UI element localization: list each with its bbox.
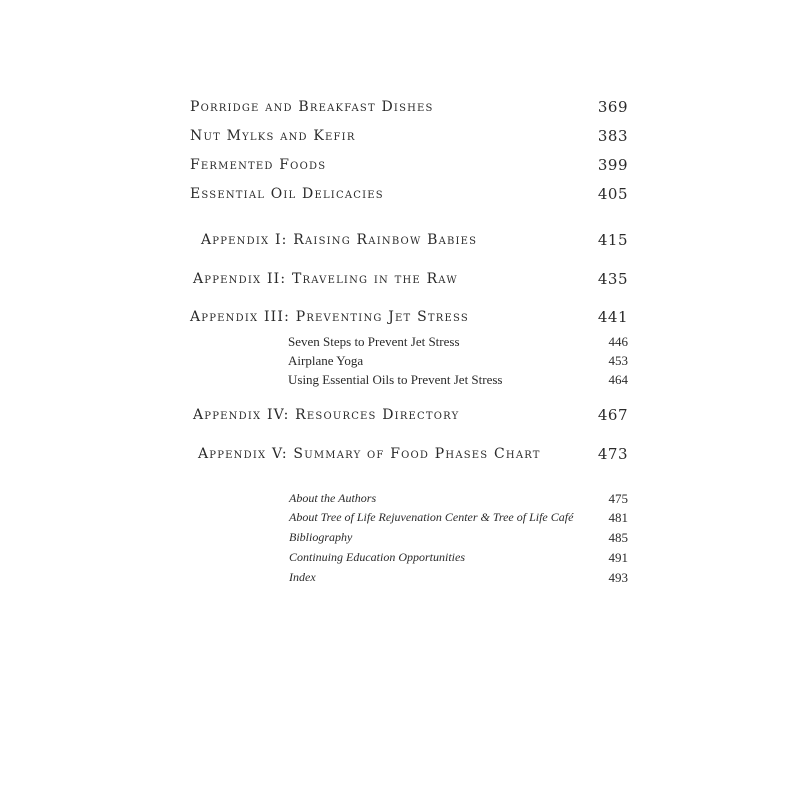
appendix-title: Appendix IV: Resources Directory: [193, 407, 460, 423]
backmatter-title: About Tree of Life Rejuvenation Center & Tree of Life Café: [289, 510, 574, 524]
toc-entry: [0, 96, 800, 120]
appendix-title: Appendix III: Preventing Jet Stress: [190, 309, 469, 325]
entry-title: Nut Mylks and Kefir: [190, 128, 356, 144]
toc-appendix-entry: [0, 404, 800, 428]
backmatter-title: Bibliography: [289, 530, 353, 544]
appendix-page: 435: [597, 270, 628, 288]
backmatter-page: 485: [608, 530, 628, 545]
toc-backmatter-entry: [0, 566, 800, 590]
backmatter-title: About the Authors: [289, 491, 377, 505]
entry-page: 405: [597, 185, 628, 203]
appendix-title: Appendix V: Summary of Food Phases Chart: [198, 446, 541, 462]
appendix-title: Appendix I: Raising Rainbow Babies: [201, 232, 478, 248]
appendix-page: 467: [597, 406, 628, 424]
backmatter-page: 493: [608, 570, 628, 585]
backmatter-page: 481: [608, 510, 628, 525]
subentry-title: Airplane Yoga: [288, 353, 364, 368]
toc-appendix-entry: [0, 443, 800, 467]
entry-title: Porridge and Breakfast Dishes: [190, 99, 434, 115]
toc-appendix-entry: [0, 306, 800, 330]
subentry-page: 453: [608, 353, 628, 368]
appendix-page: 415: [597, 231, 628, 249]
toc-entry: [0, 125, 800, 149]
subentry-title: Using Essential Oils to Prevent Jet Stress: [288, 372, 503, 387]
subentry-title: Seven Steps to Prevent Jet Stress: [288, 334, 460, 349]
appendix-title: Appendix II: Traveling in the Raw: [193, 271, 458, 287]
appendix-page: 473: [597, 445, 628, 463]
backmatter-title: Index: [289, 570, 316, 584]
backmatter-page: 475: [608, 491, 628, 506]
subentry-page: 446: [608, 334, 628, 349]
toc-entry: [0, 154, 800, 178]
toc-entry: [0, 183, 800, 207]
backmatter-title: Continuing Education Opportunities: [289, 550, 465, 564]
entry-page: 383: [597, 127, 628, 145]
entry-page: 399: [597, 156, 628, 174]
entry-title: Fermented Foods: [190, 157, 327, 173]
entry-page: 369: [597, 98, 628, 116]
backmatter-page: 491: [608, 550, 628, 565]
toc-subentry: [0, 368, 800, 392]
toc-appendix-entry: [0, 229, 800, 253]
toc-appendix-entry: [0, 268, 800, 292]
entry-title: Essential Oil Delicacies: [190, 186, 384, 202]
appendix-page: 441: [597, 308, 628, 326]
subentry-page: 464: [608, 372, 628, 387]
